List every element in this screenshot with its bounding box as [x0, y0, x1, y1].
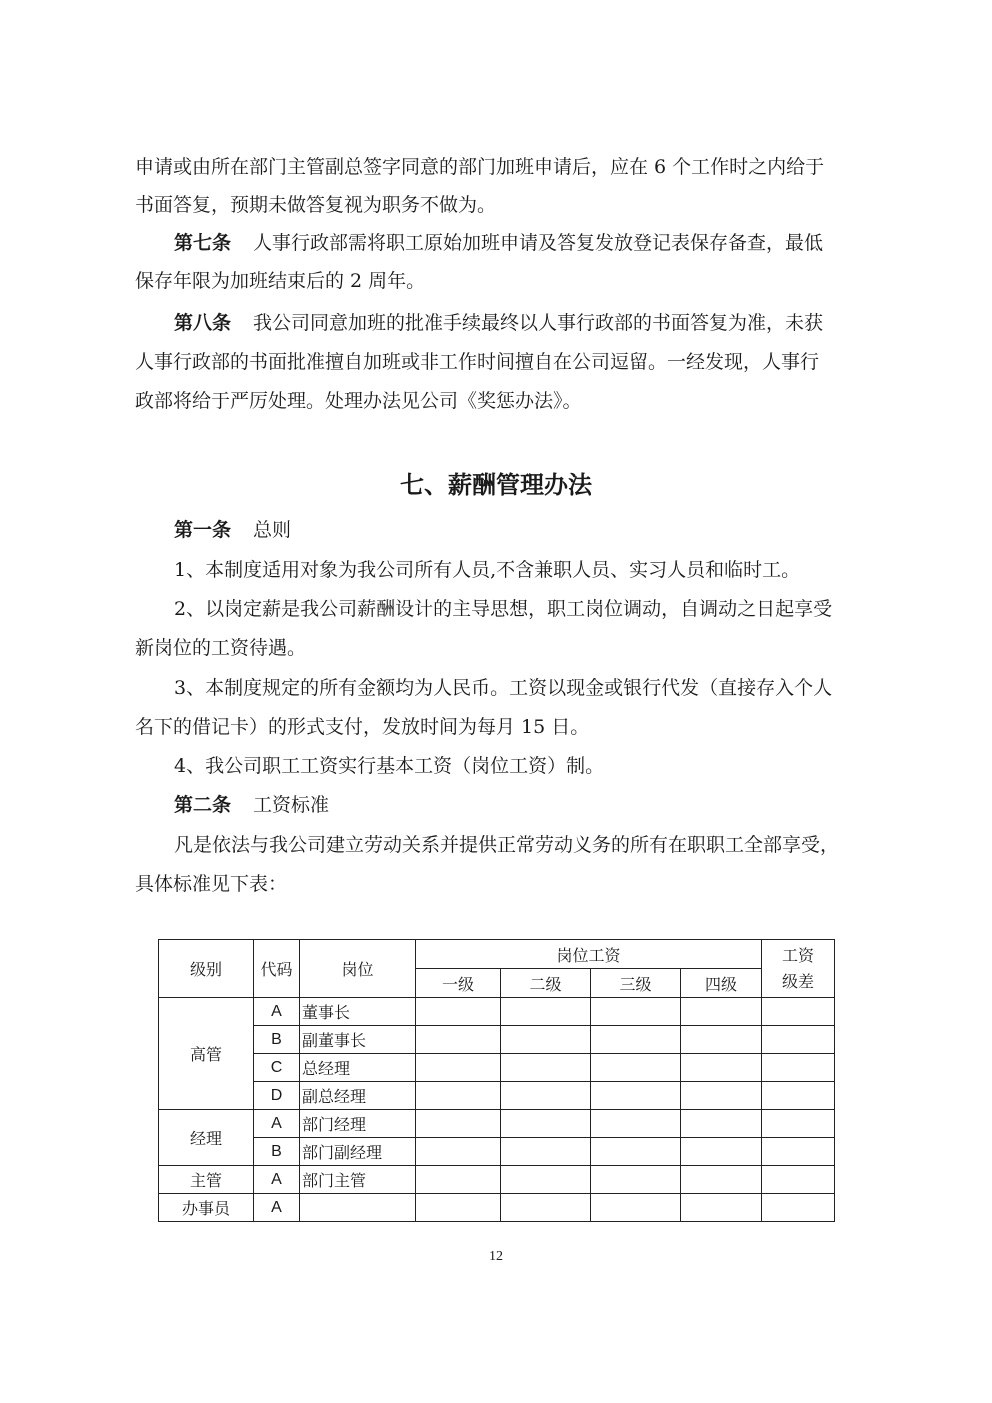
group-manager: 经理	[159, 1110, 254, 1166]
header-level: 级别	[159, 940, 254, 998]
list-item: 2、以岗定薪是我公司薪酬设计的主导思想，职工岗位调动，自调动之日起享受	[174, 598, 833, 620]
article-text: 我公司同意加班的批准手续最终以人事行政部的书面答复为准，未获	[253, 312, 824, 334]
cell-empty	[501, 1194, 591, 1222]
cell-empty	[416, 1054, 501, 1082]
table-row	[159, 1026, 835, 1054]
header-grade-3: 三级	[591, 969, 681, 998]
cell-empty	[681, 1194, 762, 1222]
paragraph-line: 新岗位的工资待遇。	[135, 637, 307, 659]
row-post: 部门副经理	[300, 1138, 416, 1166]
cell-empty	[591, 1166, 681, 1194]
cell-empty	[416, 1110, 501, 1138]
cell-empty	[416, 1026, 501, 1054]
header-diff-line2: 级差	[782, 971, 815, 991]
cell-empty	[681, 1026, 762, 1054]
group-clerk: 办事员	[159, 1194, 254, 1222]
table-row	[159, 1110, 835, 1138]
group-supervisor: 主管	[159, 1166, 254, 1194]
table-row	[159, 1194, 835, 1222]
cell-empty	[762, 1138, 835, 1166]
salary-table	[158, 939, 835, 1222]
row-code: B	[254, 1138, 300, 1166]
cell-empty	[591, 1138, 681, 1166]
header-post: 岗位	[300, 940, 416, 998]
cell-empty	[416, 1166, 501, 1194]
article-7	[174, 231, 902, 255]
cell-empty	[501, 1110, 591, 1138]
cell-empty	[762, 1166, 835, 1194]
row-code: C	[254, 1054, 300, 1082]
table-row	[159, 1054, 835, 1082]
page-number: 12	[489, 1249, 503, 1264]
table-row	[159, 998, 835, 1026]
group-senior: 高管	[159, 998, 254, 1110]
row-post: 副总经理	[300, 1082, 416, 1110]
cell-empty	[591, 1110, 681, 1138]
row-code: B	[254, 1026, 300, 1054]
cell-empty	[591, 1026, 681, 1054]
cell-empty	[501, 1082, 591, 1110]
cell-empty	[416, 1194, 501, 1222]
cell-empty	[762, 1194, 835, 1222]
table-row	[159, 1138, 835, 1166]
header-salary-diff	[762, 940, 835, 998]
cell-empty	[591, 1082, 681, 1110]
article-label: 第八条	[174, 312, 232, 334]
cell-empty	[501, 1026, 591, 1054]
article-label: 第二条	[174, 794, 232, 816]
row-code: A	[254, 998, 300, 1026]
row-code: A	[254, 1194, 300, 1222]
row-post: 副董事长	[300, 1026, 416, 1054]
article-title: 工资标准	[253, 794, 330, 816]
header-diff-line1: 工资	[782, 945, 815, 965]
cell-empty	[416, 998, 501, 1026]
cell-empty	[416, 1138, 501, 1166]
cell-empty	[591, 998, 681, 1026]
paragraph-line: 保存年限为加班结束后的 2 周年。	[135, 270, 426, 292]
list-item: 4、我公司职工工资实行基本工资（岗位工资）制。	[174, 755, 605, 777]
paragraph-line: 具体标准见下表：	[135, 873, 288, 895]
row-post: 部门主管	[300, 1166, 416, 1194]
cell-empty	[762, 1026, 835, 1054]
cell-empty	[501, 1138, 591, 1166]
paragraph-line: 书面答复，预期未做答复视为职务不做为。	[135, 194, 497, 216]
row-code: D	[254, 1082, 300, 1110]
cell-empty	[681, 1166, 762, 1194]
cell-empty	[762, 998, 835, 1026]
cell-empty	[762, 1054, 835, 1082]
paragraph-line: 凡是依法与我公司建立劳动关系并提供正常劳动义务的所有在职职工全部享受，	[174, 834, 840, 856]
row-post	[300, 1194, 416, 1222]
table-row	[159, 1082, 835, 1110]
cell-empty	[762, 1082, 835, 1110]
cell-empty	[591, 1054, 681, 1082]
cell-empty	[681, 998, 762, 1026]
header-grade-1: 一级	[416, 969, 501, 998]
header-grade-2: 二级	[501, 969, 591, 998]
paragraph-line: 申请或由所在部门主管副总签字同意的部门加班申请后，应在 6 个工作时之内给于	[135, 156, 825, 178]
header-post-salary: 岗位工资	[416, 940, 762, 969]
row-code: A	[254, 1166, 300, 1194]
article-label: 第一条	[174, 519, 232, 541]
row-post: 董事长	[300, 998, 416, 1026]
list-item: 3、本制度规定的所有金额均为人民币。工资以现金或银行代发（直接存入个人	[174, 677, 833, 699]
article-title: 总则	[253, 519, 292, 541]
table-row	[159, 1166, 835, 1194]
cell-empty	[681, 1054, 762, 1082]
section-title: 七、薪酬管理办法	[400, 471, 592, 499]
row-post: 部门经理	[300, 1110, 416, 1138]
cell-empty	[501, 998, 591, 1026]
article-2	[174, 793, 902, 817]
cell-empty	[591, 1194, 681, 1222]
article-text: 人事行政部需将职工原始加班申请及答复发放登记表保存备查，最低	[253, 232, 824, 254]
paragraph-line: 名下的借记卡）的形式支付，发放时间为每月 15 日。	[135, 716, 590, 738]
article-8	[174, 311, 902, 335]
cell-empty	[681, 1110, 762, 1138]
header-code: 代码	[254, 940, 300, 998]
list-item: 1、本制度适用对象为我公司所有人员,不含兼职人员、实习人员和临时工。	[174, 559, 801, 581]
row-code: A	[254, 1110, 300, 1138]
cell-empty	[416, 1082, 501, 1110]
cell-empty	[681, 1138, 762, 1166]
paragraph-line: 人事行政部的书面批准擅自加班或非工作时间擅自在公司逗留。一经发现，人事行	[135, 351, 820, 373]
row-post: 总经理	[300, 1054, 416, 1082]
cell-empty	[501, 1166, 591, 1194]
cell-empty	[762, 1110, 835, 1138]
article-1	[174, 518, 902, 542]
cell-empty	[501, 1054, 591, 1082]
header-grade-4: 四级	[681, 969, 762, 998]
article-label: 第七条	[174, 232, 232, 254]
cell-empty	[681, 1082, 762, 1110]
paragraph-line: 政部将给于严厉处理。处理办法见公司《奖惩办法》。	[135, 390, 582, 412]
